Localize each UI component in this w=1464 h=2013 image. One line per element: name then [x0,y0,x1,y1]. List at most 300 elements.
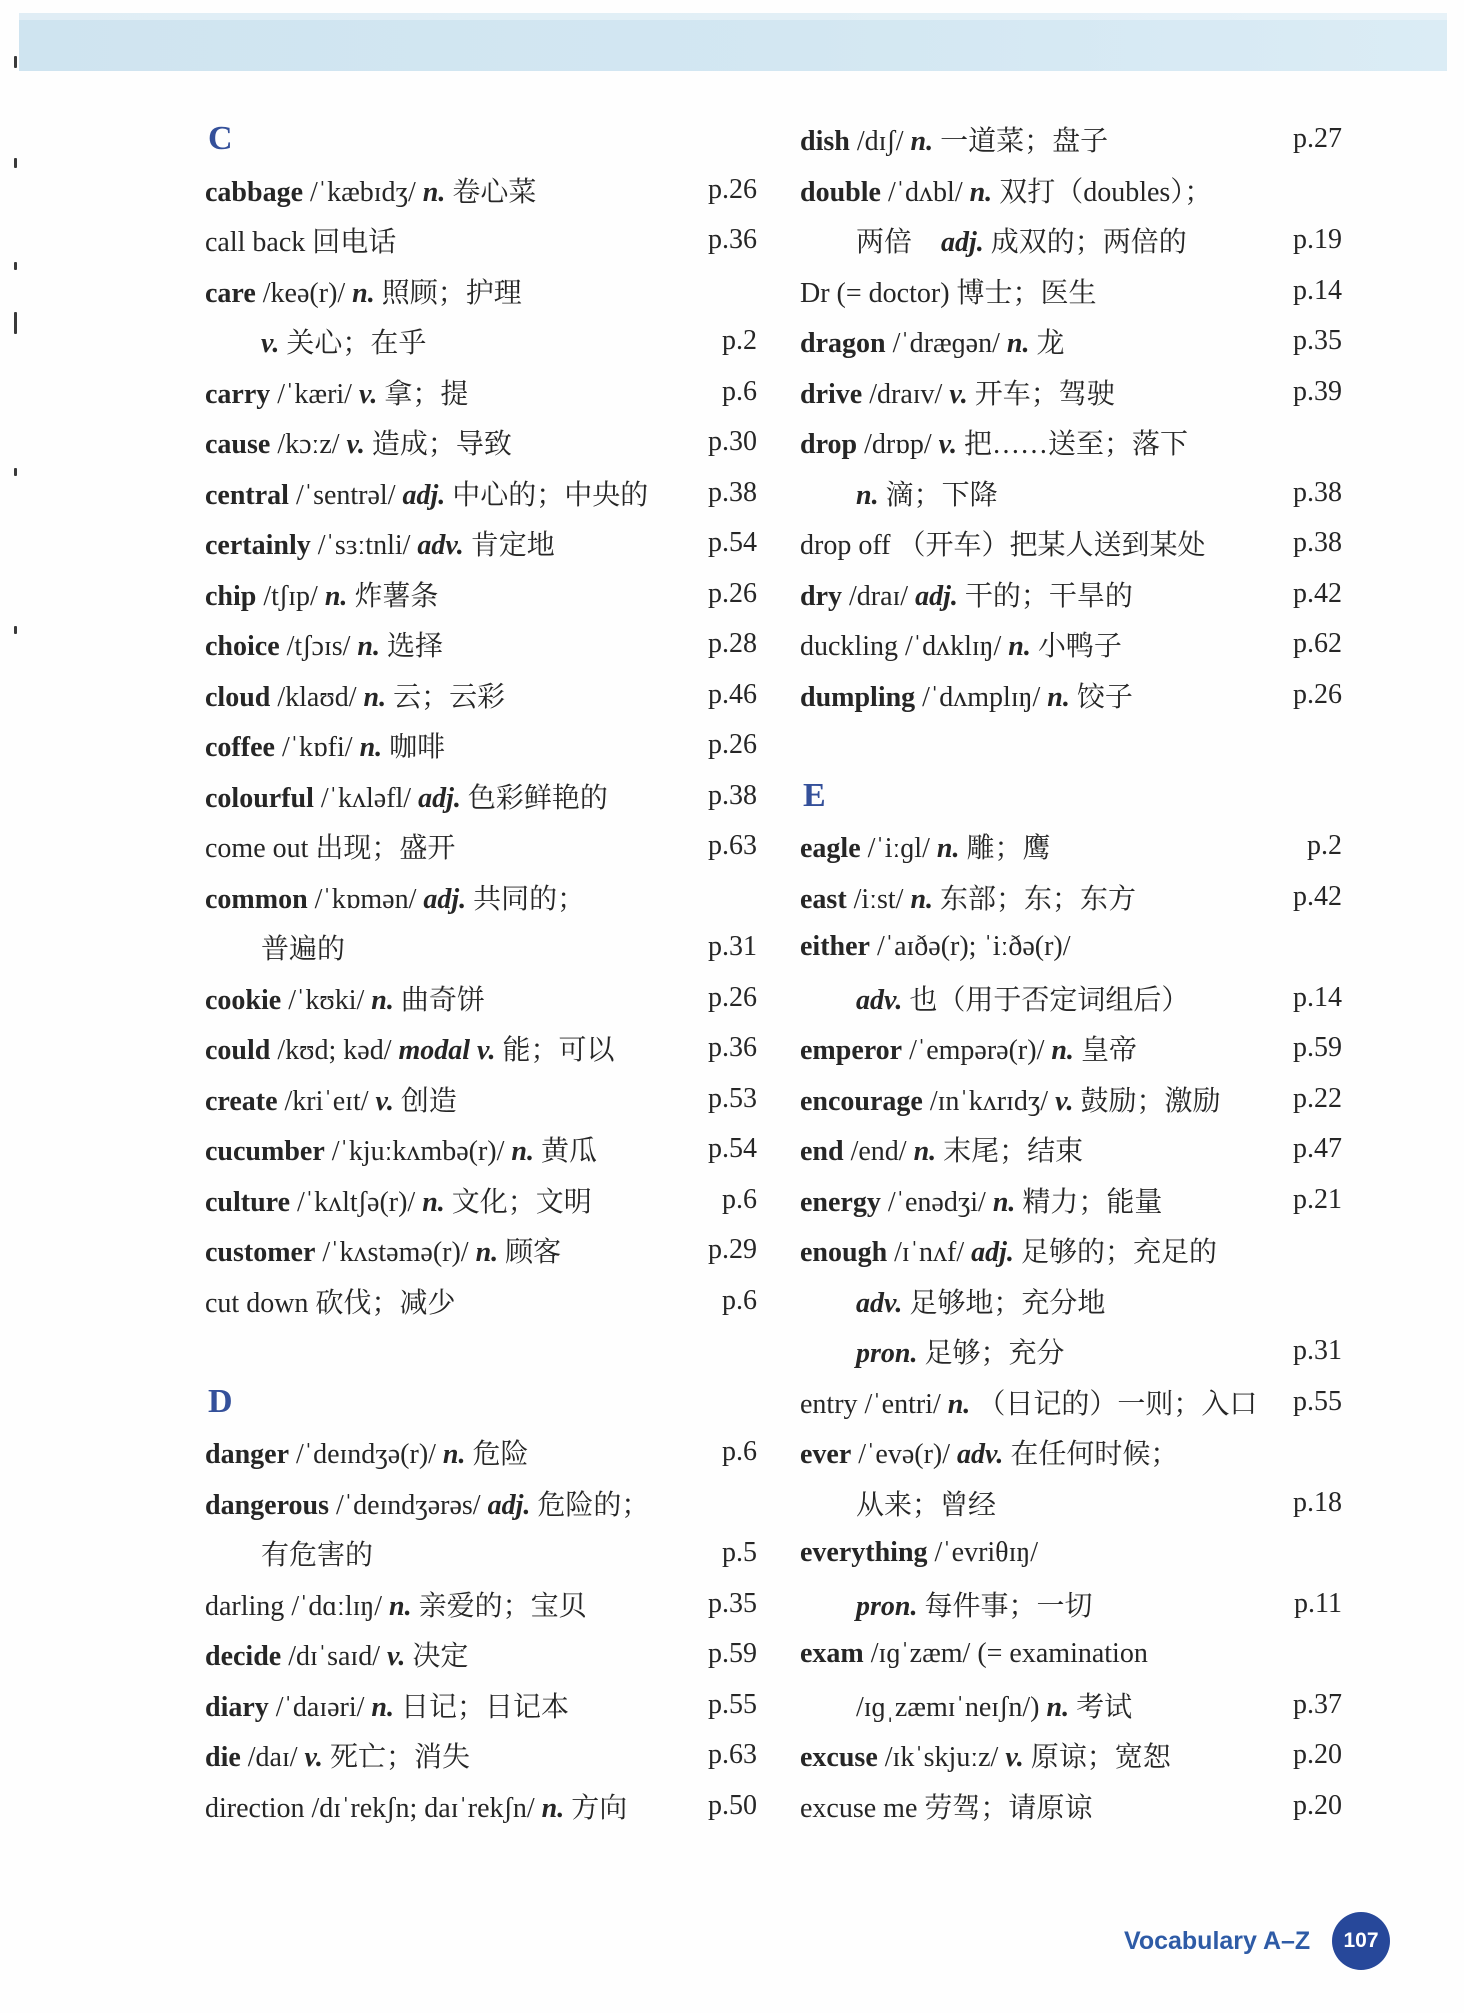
entry-continuation-line [800,1680,1342,1731]
entry-text [205,1786,702,1826]
page-reference: p.42 [1293,880,1342,912]
headword: common [205,883,308,915]
entry-text [800,1432,1342,1472]
entry-text [205,1281,716,1321]
entry-text [205,675,702,715]
page-reference: p.62 [1293,628,1342,660]
page-reference: p.63 [708,1739,757,1771]
page-reference: p.38 [708,476,757,508]
definition: 关心；在乎 [286,328,427,360]
part-of-speech: n. [371,1691,394,1723]
definition: 选择 [386,631,443,663]
vocab-entry [800,165,1342,216]
definition: 饺子 [1076,681,1133,713]
headword: coffee [205,732,275,764]
vocab-entry [205,165,757,216]
entry-text [800,170,1342,210]
vocab-entry [205,1781,757,1832]
part-of-speech: modal v. [398,1035,496,1067]
headword: could [205,1035,271,1067]
vocab-entry [800,619,1342,670]
vocabulary-column-right [800,114,1342,1831]
part-of-speech: n. [913,1136,937,1168]
phonetic: /ˈaɪðə(r); ˈiːðə(r)/ [876,931,1071,963]
page-reference: p.38 [708,779,757,811]
page-reference: p.37 [1293,1688,1342,1720]
vocab-entry [205,1175,757,1226]
page-reference: p.6 [722,1183,757,1215]
entry-text [800,473,1287,513]
phonetic: /ɪˈnʌf/ [894,1237,965,1269]
part-of-speech: adv. [856,984,903,1016]
vocab-entry [205,1427,757,1478]
phonetic: /ˈkʊki/ [288,984,365,1016]
definition: 开车；驾驶 [974,378,1115,410]
headword: carry [205,378,271,410]
phonetic: /ˈdʌmplɪŋ/ [922,681,1041,713]
entry-text [205,1230,702,1270]
headword: cut down [205,1287,309,1319]
note: (= doctor) [836,277,950,309]
part-of-speech: adv. [957,1439,1004,1471]
definition: 也（用于否定词组后） [909,984,1190,1016]
definition: 从来；曾经 [856,1489,997,1521]
vocab-entry [205,872,757,923]
definition: 亲爱的；宝贝 [418,1590,587,1622]
vocab-entry [205,518,757,569]
entry-continuation-line [800,468,1342,519]
page-reference: p.14 [1293,981,1342,1013]
headword: everything [800,1537,928,1569]
part-of-speech: adj. [941,227,984,259]
headword: energy [800,1186,881,1218]
phonetic: /kriˈeɪt/ [284,1085,369,1117]
part-of-speech: n. [363,681,387,713]
headword: create [205,1085,278,1117]
headword: dangerous [205,1489,329,1521]
definition: 决定 [412,1641,469,1673]
part-of-speech: adj. [418,782,461,814]
phonetic: /iːst/ [853,883,904,915]
phonetic: /ɪɡˌzæmɪˈneɪʃn/) [856,1691,1040,1723]
entry-text [205,271,757,311]
vocab-entry [800,872,1342,923]
part-of-speech: n. [541,1792,565,1824]
scan-mark [14,262,17,270]
headword: entry [800,1388,858,1420]
page-reference: p.53 [708,1082,757,1114]
phonetic: /ˈentri/ [864,1388,941,1420]
part-of-speech: n. [947,1388,971,1420]
entry-text [800,931,1342,963]
entry-text [205,1129,702,1169]
definition: 普遍的 [261,934,346,966]
page-reference: p.18 [1293,1486,1342,1518]
entry-text [800,1281,1342,1321]
definition: 博士；医生 [956,277,1097,309]
entry-text [205,1735,702,1775]
headword: dragon [800,328,886,360]
headword: duckling [800,631,898,663]
vocab-entry [800,1781,1342,1832]
entry-text [800,1180,1287,1220]
part-of-speech: n. [422,1186,445,1218]
page-reference: p.26 [708,577,757,609]
definition: 龙 [1036,328,1065,360]
phonetic: /ˈkɒmən/ [314,883,417,915]
headword: danger [205,1439,289,1471]
definition: 咖啡 [389,732,446,764]
headword: direction [205,1792,305,1824]
definition: 炸薯条 [354,580,439,612]
phonetic: /ɪkˈskjuːz/ [884,1742,999,1774]
part-of-speech: n. [969,176,993,208]
entry-text [800,1129,1287,1169]
part-of-speech: v. [938,429,957,461]
header-band [19,13,1447,71]
vocab-entry [800,1175,1342,1226]
entry-text [800,372,1287,412]
page-reference: p.19 [1293,224,1342,256]
page-reference: p.11 [1294,1587,1342,1619]
entry-text [205,1584,702,1624]
definition: （开车）把某人送到某处 [897,530,1206,562]
phonetic: /kɔːz/ [277,429,340,461]
footer-title: Vocabulary A–Z [1124,1927,1311,1955]
entry-text [800,1331,1287,1371]
entry-text [800,1735,1287,1775]
vocab-entry [800,1629,1342,1680]
definition: 两倍 [856,227,913,259]
entry-text [800,1786,1287,1826]
definition: 劳驾；请原谅 [924,1792,1093,1824]
phonetic: /ɪnˈkʌrɪdʒ/ [929,1085,1049,1117]
headword: either [800,931,870,963]
scan-mark [14,56,17,68]
headword: decide [205,1641,282,1673]
part-of-speech: pron. [856,1590,918,1622]
section-e [800,771,1342,1832]
phonetic: /ˈdeɪndʒərəs/ [335,1489,481,1521]
headword: come out [205,833,309,865]
headword: eagle [800,833,861,865]
part-of-speech: v. [261,328,280,360]
entry-text [205,877,757,917]
headword: darling [205,1590,285,1622]
definition: 文化；文明 [451,1186,592,1218]
definition: 造成；导致 [371,429,512,461]
definition: 日记；日记本 [400,1691,569,1723]
entry-text [800,1537,1342,1569]
entry-text [800,271,1287,311]
entry-continuation-line [800,215,1342,266]
page-reference: p.6 [722,1436,757,1468]
part-of-speech: pron. [856,1338,918,1370]
headword: exam [800,1638,864,1670]
part-of-speech: v. [304,1742,323,1774]
definition: 滴；下降 [885,479,998,511]
entry-continuation-line [205,922,757,973]
entry-text [205,1432,716,1472]
definition: 足够；充分 [924,1338,1065,1370]
phonetic: /drɒp/ [864,429,932,461]
part-of-speech: n. [389,1590,412,1622]
part-of-speech: adv. [856,1287,903,1319]
definition: 原谅；宽恕 [1030,1742,1171,1774]
headword: ever [800,1439,852,1471]
note: (= examination [977,1638,1148,1670]
part-of-speech: n. [1046,1691,1070,1723]
part-of-speech: n. [1047,681,1070,713]
section-d [205,1377,757,1832]
phonetic: /draɪ/ [849,580,909,612]
phonetic: /ˈempərə(r)/ [909,1035,1045,1067]
definition: 考试 [1076,1691,1133,1723]
phonetic: /ˈdʌbl/ [887,176,963,208]
page-reference: p.2 [1307,830,1342,862]
entry-text [205,826,702,866]
phonetic: /tʃɪp/ [263,580,318,612]
vocab-entry [800,114,1342,165]
definition: 雕；鹰 [966,833,1051,865]
entry-continuation-line [800,1579,1342,1630]
phonetic: /ˈkjuːkʌmbə(r)/ [331,1136,505,1168]
part-of-speech: n. [936,833,960,865]
entry-text [800,574,1287,614]
part-of-speech: n. [352,277,375,309]
part-of-speech: v. [346,429,365,461]
entry-text [205,372,716,412]
definition: 足够的；充足的 [1020,1237,1217,1269]
headword: enough [800,1237,888,1269]
vocab-entry [205,821,757,872]
definition: 末尾；结束 [943,1136,1084,1168]
part-of-speech: n. [992,1186,1016,1218]
part-of-speech: v. [386,1641,406,1673]
phonetic: /end/ [850,1136,907,1168]
entry-text [800,1230,1342,1270]
vocab-entry [205,367,757,418]
headword: care [205,277,256,309]
phonetic: /ˈevə(r)/ [858,1439,951,1471]
page-reference: p.28 [708,628,757,660]
part-of-speech: n. [324,580,348,612]
vocab-entry [205,215,757,266]
entry-text [800,1584,1288,1624]
entry-text [205,927,702,967]
entry-text [205,1028,702,1068]
page-reference: p.6 [722,375,757,407]
entry-text [205,776,702,816]
phonetic: /ˈdʌklɪŋ/ [905,631,1002,663]
part-of-speech: v. [358,378,378,410]
entry-text [800,1382,1287,1422]
page-reference: p.59 [1293,1032,1342,1064]
phonetic: /klaʊd/ [277,681,357,713]
section-letter: E [803,776,826,814]
scan-mark [14,158,17,168]
headword: drive [800,378,863,410]
vocab-entry [205,1629,757,1680]
definition: 能；可以 [502,1035,615,1067]
page-reference: p.5 [722,1537,757,1569]
page-reference: p.29 [708,1234,757,1266]
definition: 照顾；护理 [381,277,522,309]
definition: 精力；能量 [1022,1186,1163,1218]
vocab-entry [800,922,1342,973]
phonetic: /tʃɔɪs/ [286,631,351,663]
phonetic: /ˈkɒfi/ [281,732,353,764]
headword: cause [205,429,271,461]
vocab-entry [800,316,1342,367]
vocab-entry [205,1478,757,1529]
page-reference: p.22 [1293,1082,1342,1114]
entry-text [800,1028,1287,1068]
part-of-speech: n. [475,1237,499,1269]
entry-text [800,321,1287,361]
part-of-speech: adj. [402,479,446,511]
vocab-entry [205,771,757,822]
page-reference: p.20 [1293,1739,1342,1771]
vocab-entry [800,821,1342,872]
part-of-speech: n. [511,1136,534,1168]
phonetic: /ˈenədʒi/ [887,1186,986,1218]
definition: 死亡；消失 [329,1742,470,1774]
headword: colourful [205,782,314,814]
page-reference: p.31 [1293,1335,1342,1367]
vocab-entry [205,266,757,317]
page-reference: p.54 [708,1133,757,1165]
entry-text [800,826,1301,866]
phonetic: /dɪʃ/ [856,126,904,158]
page-reference: p.46 [708,678,757,710]
vocab-entry [205,1730,757,1781]
page-reference: p.35 [708,1587,757,1619]
definition: 有危害的 [261,1540,374,1572]
definition: 危险 [472,1439,529,1471]
headword: emperor [800,1035,903,1067]
phonetic: /ˈdræɡən/ [892,328,1000,360]
definition: 创造 [400,1085,457,1117]
headword: call back [205,227,306,259]
entry-continuation-line [205,1528,757,1579]
definition: 小鸭子 [1037,631,1122,663]
page-reference: p.26 [1293,678,1342,710]
headword: choice [205,631,280,663]
definition: 黄瓜 [540,1136,597,1168]
part-of-speech: n. [442,1439,466,1471]
entry-text [205,473,702,513]
definition: 砍伐；减少 [315,1287,456,1319]
page-reference: p.27 [1293,123,1342,155]
vocab-entry [800,1124,1342,1175]
phonetic: /ˈdeɪndʒə(r)/ [296,1439,436,1471]
headword: cookie [205,984,282,1016]
vocab-entry [800,518,1342,569]
section-continued [800,114,1342,720]
definition: 在任何时候； [1010,1439,1179,1471]
phonetic: /ˈkæbɪdʒ/ [310,176,416,208]
vocab-entry [205,1124,757,1175]
page-reference: p.59 [708,1638,757,1670]
part-of-speech: n. [1006,328,1030,360]
headword: excuse [800,1742,878,1774]
entry-text [800,1685,1287,1725]
vocab-entry [800,266,1342,317]
definition: 曲奇饼 [400,984,485,1016]
vocab-entry [205,1023,757,1074]
vocab-entry [800,1074,1342,1125]
entry-text [205,170,702,210]
vocab-entry [205,1276,757,1327]
vocab-entry [800,1023,1342,1074]
entry-text [205,1079,702,1119]
phonetic: /ˈkʌstəmə(r)/ [322,1237,469,1269]
definition: 肯定地 [470,530,555,562]
page-reference: p.54 [708,527,757,559]
vocab-entry [205,569,757,620]
vocab-entry [800,1427,1342,1478]
definition: 一道菜；盘子 [940,126,1109,158]
headword: dumpling [800,681,916,713]
headword: certainly [205,530,311,562]
page-reference: p.39 [1293,375,1342,407]
entry-continuation-line [800,1326,1342,1377]
phonetic: /ˈkæri/ [277,378,352,410]
definition: 双打（doubles）； [999,176,1213,208]
entry-text [205,1180,716,1220]
page-reference: p.36 [708,1032,757,1064]
definition: 足够地；充分地 [909,1287,1106,1319]
definition: 方向 [571,1792,628,1824]
definition: 危险的； [537,1489,650,1521]
headword: drop off [800,530,891,562]
vocab-entry [800,670,1342,721]
vocabulary-column-left [205,114,757,1831]
part-of-speech: v. [1005,1742,1024,1774]
definition: 卷心菜 [452,176,537,208]
phonetic: /ˈdɑːlɪŋ/ [291,1590,383,1622]
definition: 每件事；一切 [924,1590,1093,1622]
vocab-entry [800,1730,1342,1781]
definition: 成双的；两倍的 [990,227,1187,259]
part-of-speech: adj. [487,1489,531,1521]
page-reference: p.35 [1293,325,1342,357]
entry-text [800,877,1287,917]
entry-text [800,1079,1287,1119]
entry-text [205,1533,716,1573]
headword: encourage [800,1085,923,1117]
phonetic: /ˈdaɪəri/ [275,1691,365,1723]
page-reference: p.36 [708,224,757,256]
part-of-speech: n. [910,883,934,915]
definition: 中心的；中央的 [452,479,649,511]
phonetic: /dɪˈrekʃn; daɪˈrekʃn/ [311,1792,535,1824]
vocab-entry [800,569,1342,620]
phonetic: /ˈevriθɪŋ/ [934,1537,1038,1569]
page-reference: p.2 [722,325,757,357]
headword: central [205,479,289,511]
definition: 回电话 [312,227,397,259]
page-reference: p.42 [1293,577,1342,609]
entry-text [800,523,1287,563]
part-of-speech: n. [1051,1035,1074,1067]
part-of-speech: n. [1008,631,1031,663]
headword: chip [205,580,257,612]
definition: （日记的）一则；入口 [977,1388,1258,1420]
part-of-speech: n. [359,732,383,764]
page-reference: p.38 [1293,476,1342,508]
